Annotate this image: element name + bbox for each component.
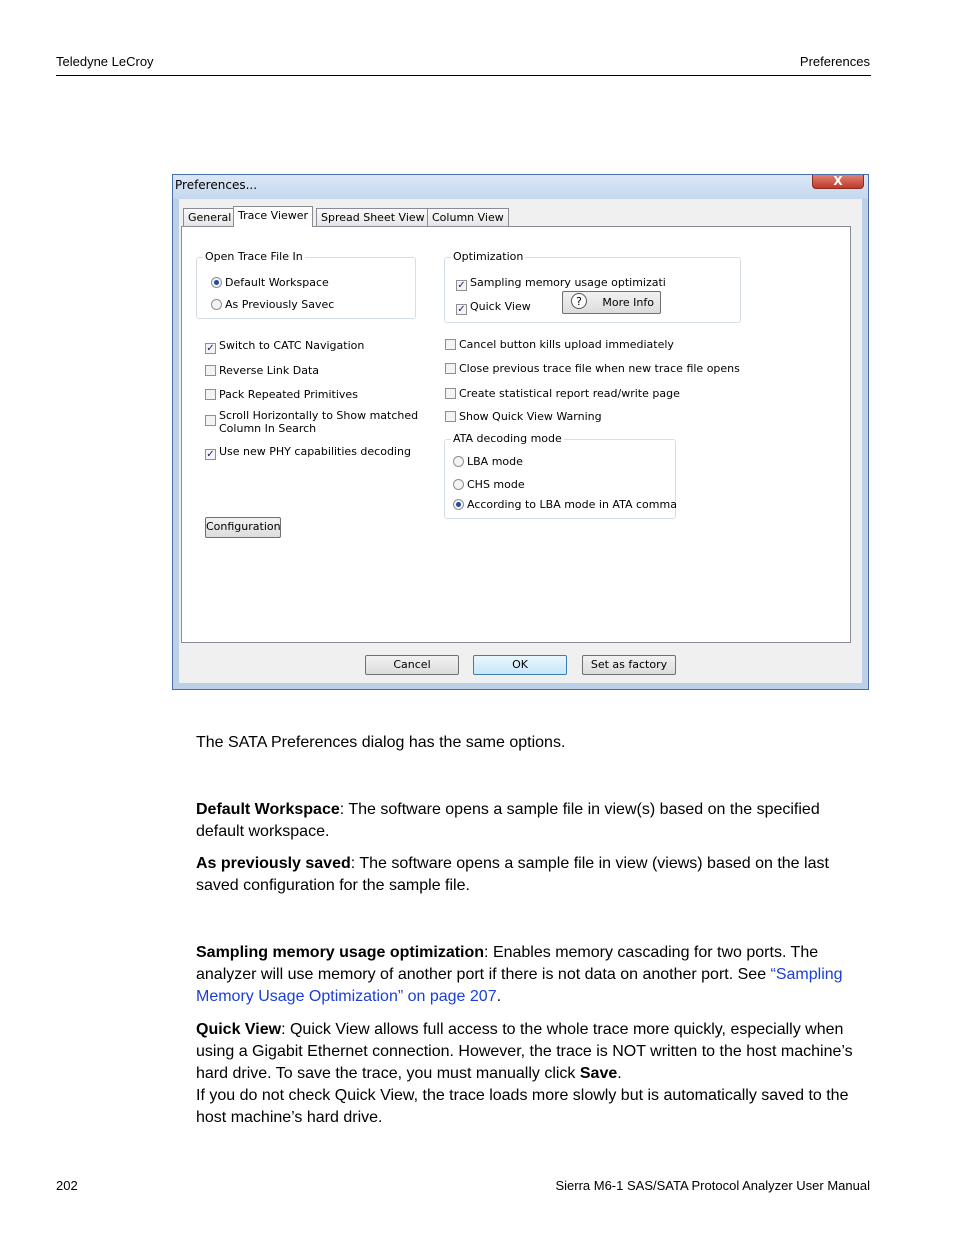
ok-button[interactable]: OK	[473, 655, 567, 675]
sata-note: The SATA Preferences dialog has the same options.	[196, 734, 566, 751]
switch-catc-checkbox[interactable]: ✓ Switch to CATC Navigation	[206, 339, 365, 354]
open-trace-group	[196, 250, 416, 319]
optimization-group	[444, 250, 741, 323]
tab-panel	[181, 226, 851, 643]
manual-title: Sierra M6-1 SAS/SATA Protocol Analyzer User Manual	[555, 1178, 870, 1193]
help-icon: ?	[571, 293, 587, 309]
tab-trace-viewer[interactable]: Trace Viewer	[233, 206, 313, 227]
dialog-title-bar	[173, 175, 868, 199]
dialog-title: Preferences...	[175, 178, 258, 192]
checkmark-icon: ✓	[457, 304, 466, 315]
new-phy-checkbox[interactable]: ✓ Use new PHY capabilities decoding	[206, 445, 411, 460]
optimization-group-title: Optimization	[453, 250, 524, 263]
previously-saved-paragraph: As previously saved: The software opens a sample file in view (views) based on the last saved configuration for the sample file.	[196, 855, 829, 894]
sampling-link[interactable]: “Sampling Memory Usage Optimization” on page 207	[196, 966, 843, 1005]
configuration-button[interactable]: Configuration	[205, 517, 281, 538]
sampling-paragraph: Sampling memory usage optimization: Enables memory cascading for two ports. The analyzer will use memory of another port if there is not data on another port. See “Sampling Memory Usage Optimization” on page 207.	[196, 944, 843, 1005]
quick-view-warning-checkbox[interactable]: Show Quick View Warning	[445, 410, 602, 423]
lba-mode-radio[interactable]: LBA mode	[453, 455, 523, 468]
ata-decoding-group-title: ATA decoding mode	[453, 432, 562, 445]
cancel-kills-upload-checkbox[interactable]: Cancel button kills upload immediately	[445, 338, 674, 351]
close-icon[interactable]: X	[812, 174, 864, 189]
page-number: 202	[56, 1178, 78, 1193]
more-info-button[interactable]: ? More Info	[562, 291, 661, 314]
checkmark-icon: ✓	[206, 449, 215, 460]
radio-icon	[211, 299, 222, 310]
header-left: Teledyne LeCroy	[56, 54, 154, 69]
tab-general[interactable]: General	[183, 208, 236, 226]
radio-selected-icon	[453, 499, 464, 510]
checkmark-icon: ✓	[457, 280, 466, 291]
tab-column-view[interactable]: Column View	[427, 208, 509, 226]
sampling-memory-checkbox[interactable]: ✓ Sampling memory usage optimizati	[457, 276, 666, 291]
default-workspace-paragraph: Default Workspace: The software opens a sample file in view(s) based on the specified default workspace.	[196, 801, 820, 840]
tab-spread-sheet-view[interactable]: Spread Sheet View	[316, 208, 430, 226]
quick-view-checkbox[interactable]: ✓ Quick View	[457, 300, 531, 315]
as-previously-saved-radio[interactable]: As Previously Savec	[211, 298, 334, 311]
set-as-factory-button[interactable]: Set as factory	[582, 655, 676, 675]
pack-primitives-checkbox[interactable]: Pack Repeated Primitives	[205, 388, 358, 401]
default-workspace-radio[interactable]: Default Workspace	[211, 276, 329, 289]
preferences-dialog	[172, 174, 869, 690]
statistical-report-checkbox[interactable]: Create statistical report read/write page	[445, 387, 680, 400]
close-previous-trace-checkbox[interactable]: Close previous trace file when new trace file opens	[445, 362, 740, 375]
header-right: Preferences	[799, 54, 870, 69]
scroll-horizontally-checkbox[interactable]: Scroll Horizontally to Show matched Column In Search	[205, 409, 418, 435]
chs-mode-radio[interactable]: CHS mode	[453, 478, 525, 491]
lba-ata-command-radio[interactable]: According to LBA mode in ATA comma	[453, 498, 677, 511]
reverse-link-checkbox[interactable]: Reverse Link Data	[205, 364, 319, 377]
ata-decoding-group	[444, 432, 677, 519]
cancel-button[interactable]: Cancel	[365, 655, 459, 675]
quick-view-paragraph: Quick View: Quick View allows full access to the whole trace more quickly, especially when using a Gigabit Ethernet connection. However, the trace is NOT written to the host machine’s hard drive. To save the trace, you must manually click Save. If you do not check Quick View, the trace loads more slowly but is automatically saved to the host machine’s hard drive.	[196, 1021, 853, 1126]
open-trace-group-title: Open Trace File In	[205, 250, 303, 263]
radio-selected-icon	[211, 277, 222, 288]
checkmark-icon: ✓	[206, 343, 215, 354]
header-rule	[56, 75, 871, 76]
